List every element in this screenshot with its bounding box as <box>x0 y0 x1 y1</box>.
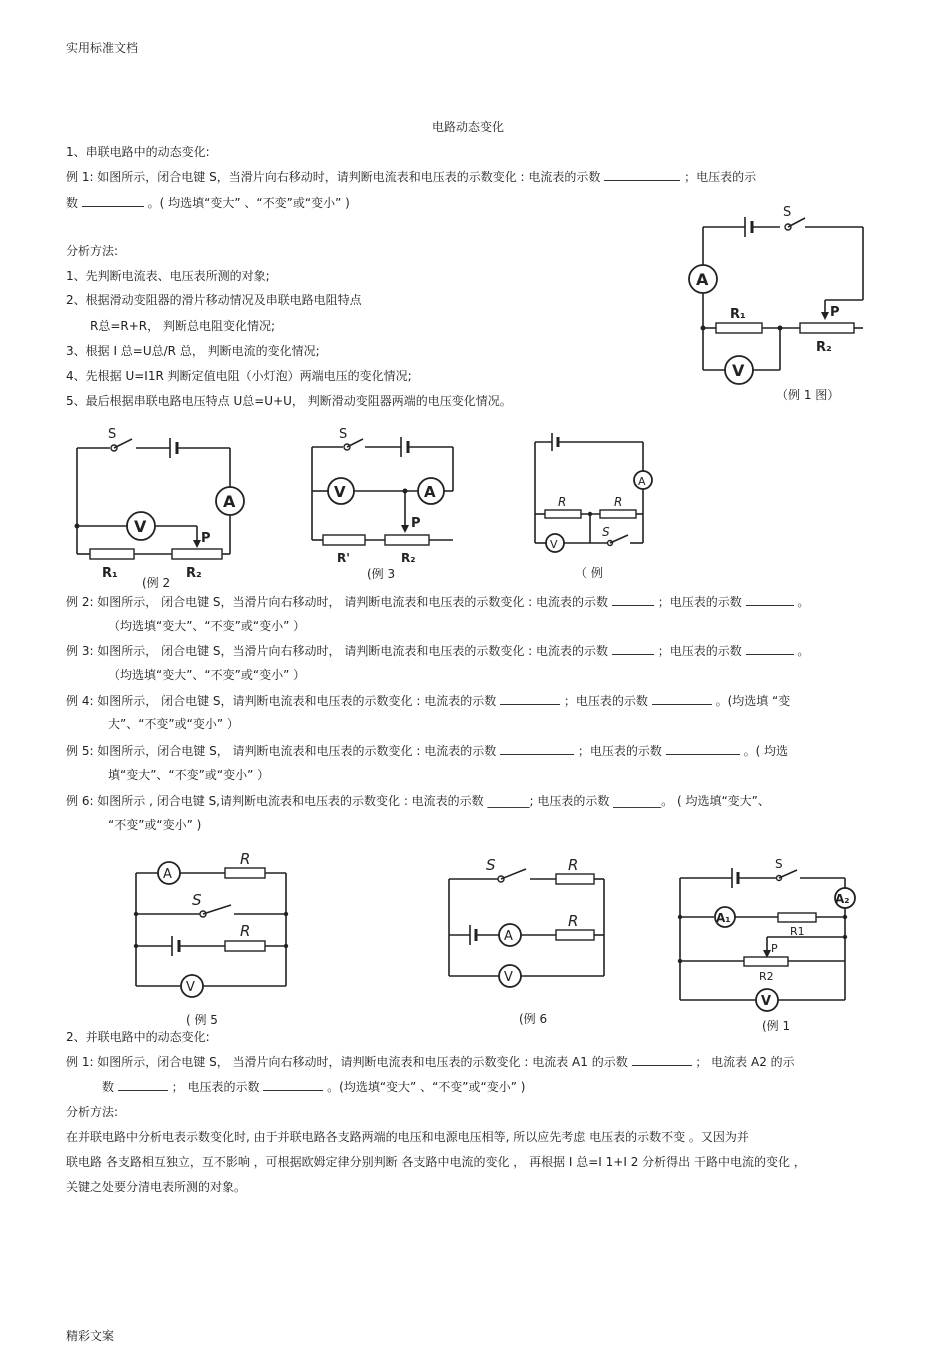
slider-label: P <box>771 942 778 955</box>
resistor-r-middle <box>556 930 594 940</box>
ex5-text-b: ；电压表的示数 <box>577 744 662 758</box>
ex1-text-a: 例 1: 如图所示，闭合电键 S，当滑片向右移动时，请判断电流表和电压表的示数变化 : 电流表的示数 <box>66 170 601 184</box>
ex4-voltage-blank[interactable] <box>652 692 712 705</box>
resistor-r2 <box>800 323 854 333</box>
page-header: 实用标准文档 <box>66 41 139 55</box>
s2-ex1-a2-blank[interactable] <box>118 1078 168 1091</box>
voltmeter-label: V <box>550 538 558 551</box>
fig2-caption: (例 2 <box>142 576 171 590</box>
ex1-line2 <box>66 194 350 211</box>
section2-heading: 2、并联电路中的动态变化: <box>66 1030 210 1044</box>
method-step-2: 2、根据滑动变阻器的滑片移动情况及串联电路电阻特点 <box>66 293 362 307</box>
circuit-figure-5 <box>130 850 295 1000</box>
fig7-caption: (例 1 <box>762 1019 791 1033</box>
r2-label: R2 <box>759 970 774 983</box>
ex6-note: “不变”或“变小” ) <box>108 818 202 832</box>
resistor-r1 <box>545 510 581 518</box>
s2-ex1-text-b: ； 电流表 A2 的示 <box>695 1055 795 1069</box>
ex4-text-c: 。(均选填 “变 <box>715 694 791 708</box>
ex1-line1 <box>66 168 756 185</box>
ex2-text-b: ；电压表的示数 <box>657 595 742 609</box>
resistor-r2 <box>172 549 222 559</box>
s2-method-title: 分析方法: <box>66 1105 119 1119</box>
r1-label: R1 <box>790 925 805 938</box>
method-step-2b: R总=R+R， 判断总电阻变化情况; <box>90 319 275 333</box>
r2-label: R₂ <box>816 340 832 355</box>
voltmeter-label: V <box>761 994 772 1009</box>
ex2-line <box>66 593 809 610</box>
ex3-voltage-blank[interactable] <box>746 642 794 655</box>
ex2-current-blank[interactable] <box>612 593 654 606</box>
ammeter-label: A <box>163 867 172 882</box>
slider-label: P <box>201 531 211 546</box>
switch-label: S <box>486 856 496 874</box>
switch-label: S <box>339 427 348 442</box>
ex3-note: （均选填“变大”、“不变”或“变小” ） <box>108 668 306 682</box>
circuit-figure-4 <box>530 428 660 563</box>
r1-label: R <box>558 495 567 509</box>
r-label-middle: R <box>568 912 579 930</box>
ex5-note: 填“变大”、“不变”或“变小” ） <box>108 768 270 782</box>
page-title: 电路动态变化 <box>432 120 505 134</box>
ex3-text-c: 。 <box>797 644 810 658</box>
method-step-5: 5、最后根据串联电路电压特点 U总=U+U， 判断滑动变阻器两端的电压变化情况。 <box>66 394 512 408</box>
r-label-top: R <box>568 856 579 874</box>
method-step-4: 4、先根据 U=I1R 判断定值电阻（小灯泡）两端电压的变化情况; <box>66 369 412 383</box>
switch-label: S <box>602 525 610 539</box>
page-footer: 精彩文案 <box>66 1329 115 1343</box>
circuit-figure-3 <box>305 425 465 570</box>
resistor-r1 <box>778 913 816 922</box>
ammeter-label: A <box>424 483 436 501</box>
ex6-line: 例 6: 如图所示 , 闭合电键 S,请判断电流表和电压表的示数变化 : 电流表的示数 _______; 电压表的示数 ________。 ( 均选填“变大”、 <box>66 794 770 808</box>
slider-label: P <box>411 516 421 531</box>
resistor-r-top <box>556 874 594 884</box>
circuit-figure-7 <box>672 855 867 1015</box>
circuit-figure-1 <box>680 200 880 400</box>
resistor-r-lower <box>225 941 265 951</box>
ex5-line <box>66 742 788 759</box>
resistor-r2 <box>600 510 636 518</box>
s2-para-2: 联电路 各支路相互独立，互不影响 ，可根据欧姆定律分别判断 各支路中电流的变化 ， 再根据 I 总=I 1+I 2 分析得出 干路中电流的变化 ， <box>66 1155 806 1169</box>
section1-heading: 1、串联电路中的动态变化: <box>66 145 210 159</box>
ex4-note: 大”、“不变”或“变小” ） <box>108 717 239 731</box>
method-step-3: 3、根据 I 总=U总/R 总， 判断电流的变化情况; <box>66 344 320 358</box>
circuit-figure-2 <box>70 422 260 582</box>
r2-label: R₂ <box>401 551 416 565</box>
switch-label: S <box>775 857 783 871</box>
ex5-text-c: 。( 均选 <box>743 744 789 758</box>
resistor-r1 <box>716 323 762 333</box>
ammeter-label: A <box>504 929 513 944</box>
s2-ex1-line2 <box>102 1078 525 1095</box>
r1-label: R₁ <box>730 307 746 322</box>
resistor-r1 <box>90 549 134 559</box>
ex1-voltage-blank[interactable] <box>82 194 144 207</box>
s2-ex1-voltage-blank[interactable] <box>263 1078 323 1091</box>
s2-ex1-a1-blank[interactable] <box>632 1053 692 1066</box>
s2-para-1: 在并联电路中分析电表示数变化时, 由于并联电路各支路两端的电压和电源电压相等, 所以应先考虑 电压表的示数不变 。又因为并 <box>66 1130 749 1144</box>
r1-label: R₁ <box>102 566 118 581</box>
slider-label: P <box>830 305 840 320</box>
method-step-1: 1、先判断电流表、电压表所测的对象; <box>66 269 270 283</box>
ex5-voltage-blank[interactable] <box>666 742 740 755</box>
s2-ex1-text-e: 。(均选填“变大” 、“不变”或“变小” ) <box>327 1080 526 1094</box>
circuit-figure-6 <box>442 850 612 990</box>
voltmeter-label: V <box>504 970 513 985</box>
r-label-top: R <box>240 850 251 868</box>
r1-label: R' <box>337 551 350 565</box>
r2-label: R₂ <box>186 566 202 581</box>
method-title: 分析方法: <box>66 244 119 258</box>
ex2-text-c: 。 <box>797 595 810 609</box>
ammeter-label: A <box>638 475 646 488</box>
ex5-text-a: 例 5: 如图所示，闭合电键 S， 请判断电流表和电压表的示数变化 : 电流表的示数 <box>66 744 497 758</box>
ammeter-label: A <box>696 270 709 289</box>
switch-label: S <box>783 205 792 220</box>
ex2-text-a: 例 2: 如图所示， 闭合电键 S，当滑片向右移动时， 请判断电流表和电压表的示数变化 : 电流表的示数 <box>66 595 609 609</box>
fig3-caption: (例 3 <box>367 567 396 581</box>
ex4-text-a: 例 4: 如图所示， 闭合电键 S，请判断电流表和电压表的示数变化 : 电流表的示数 <box>66 694 497 708</box>
ex1-text-b: ；电压表的示 <box>684 170 757 184</box>
ex2-voltage-blank[interactable] <box>746 593 794 606</box>
ex1-text-d: 。( 均选填“变大” 、“不变”或“变小” ) <box>147 196 350 210</box>
ex2-note: （均选填“变大”、“不变”或“变小” ） <box>108 619 306 633</box>
r2-label: R <box>614 495 623 509</box>
ex4-text-b: ；电压表的示数 <box>563 694 648 708</box>
voltmeter-label: V <box>186 980 195 995</box>
s2-ex1-text-c: 数 <box>102 1080 115 1094</box>
ammeter-a2-label: A₂ <box>835 892 850 906</box>
slider-arrow <box>821 312 829 320</box>
ex4-line <box>66 692 790 709</box>
resistor-r1 <box>323 535 365 545</box>
switch-label: S <box>192 891 202 909</box>
ex4-current-blank[interactable] <box>500 692 560 705</box>
switch-label: S <box>108 427 117 442</box>
s2-ex1-text-d: ； 电压表的示数 <box>171 1080 260 1094</box>
resistor-r <box>225 868 265 878</box>
voltmeter-label: V <box>732 361 745 380</box>
ammeter-a1-label: A₁ <box>716 911 731 925</box>
r-label-lower: R <box>240 922 251 940</box>
ex3-text-a: 例 3: 如图所示， 闭合电键 S，当滑片向右移动时， 请判断电流表和电压表的示数变化 : 电流表的示数 <box>66 644 609 658</box>
fig4-caption: （ 例 <box>575 566 603 580</box>
ex3-text-b: ；电压表的示数 <box>657 644 742 658</box>
ex1-text-c: 数 <box>66 196 79 210</box>
ex3-current-blank[interactable] <box>612 642 654 655</box>
resistor-r2 <box>385 535 429 545</box>
fig6-caption: (例 6 <box>519 1012 548 1026</box>
voltmeter-label: V <box>134 517 147 536</box>
voltmeter-label: V <box>334 483 346 501</box>
ammeter-label: A <box>223 492 236 511</box>
ex3-line <box>66 642 809 659</box>
fig5-caption: ( 例 5 <box>186 1013 218 1027</box>
resistor-r2 <box>744 957 788 966</box>
ex1-current-blank[interactable] <box>604 168 680 181</box>
s2-ex1-line1 <box>66 1053 795 1070</box>
ex5-current-blank[interactable] <box>500 742 574 755</box>
fig1-caption: （例 1 图） <box>776 388 840 402</box>
s2-ex1-text-a: 例 1: 如图所示，闭合电键 S， 当滑片向右移动时，请判断电流表和电压表的示数变化 : 电流表 A1 的示数 <box>66 1055 628 1069</box>
s2-para-3: 关键之处要分清电表所测的对象。 <box>66 1180 247 1194</box>
